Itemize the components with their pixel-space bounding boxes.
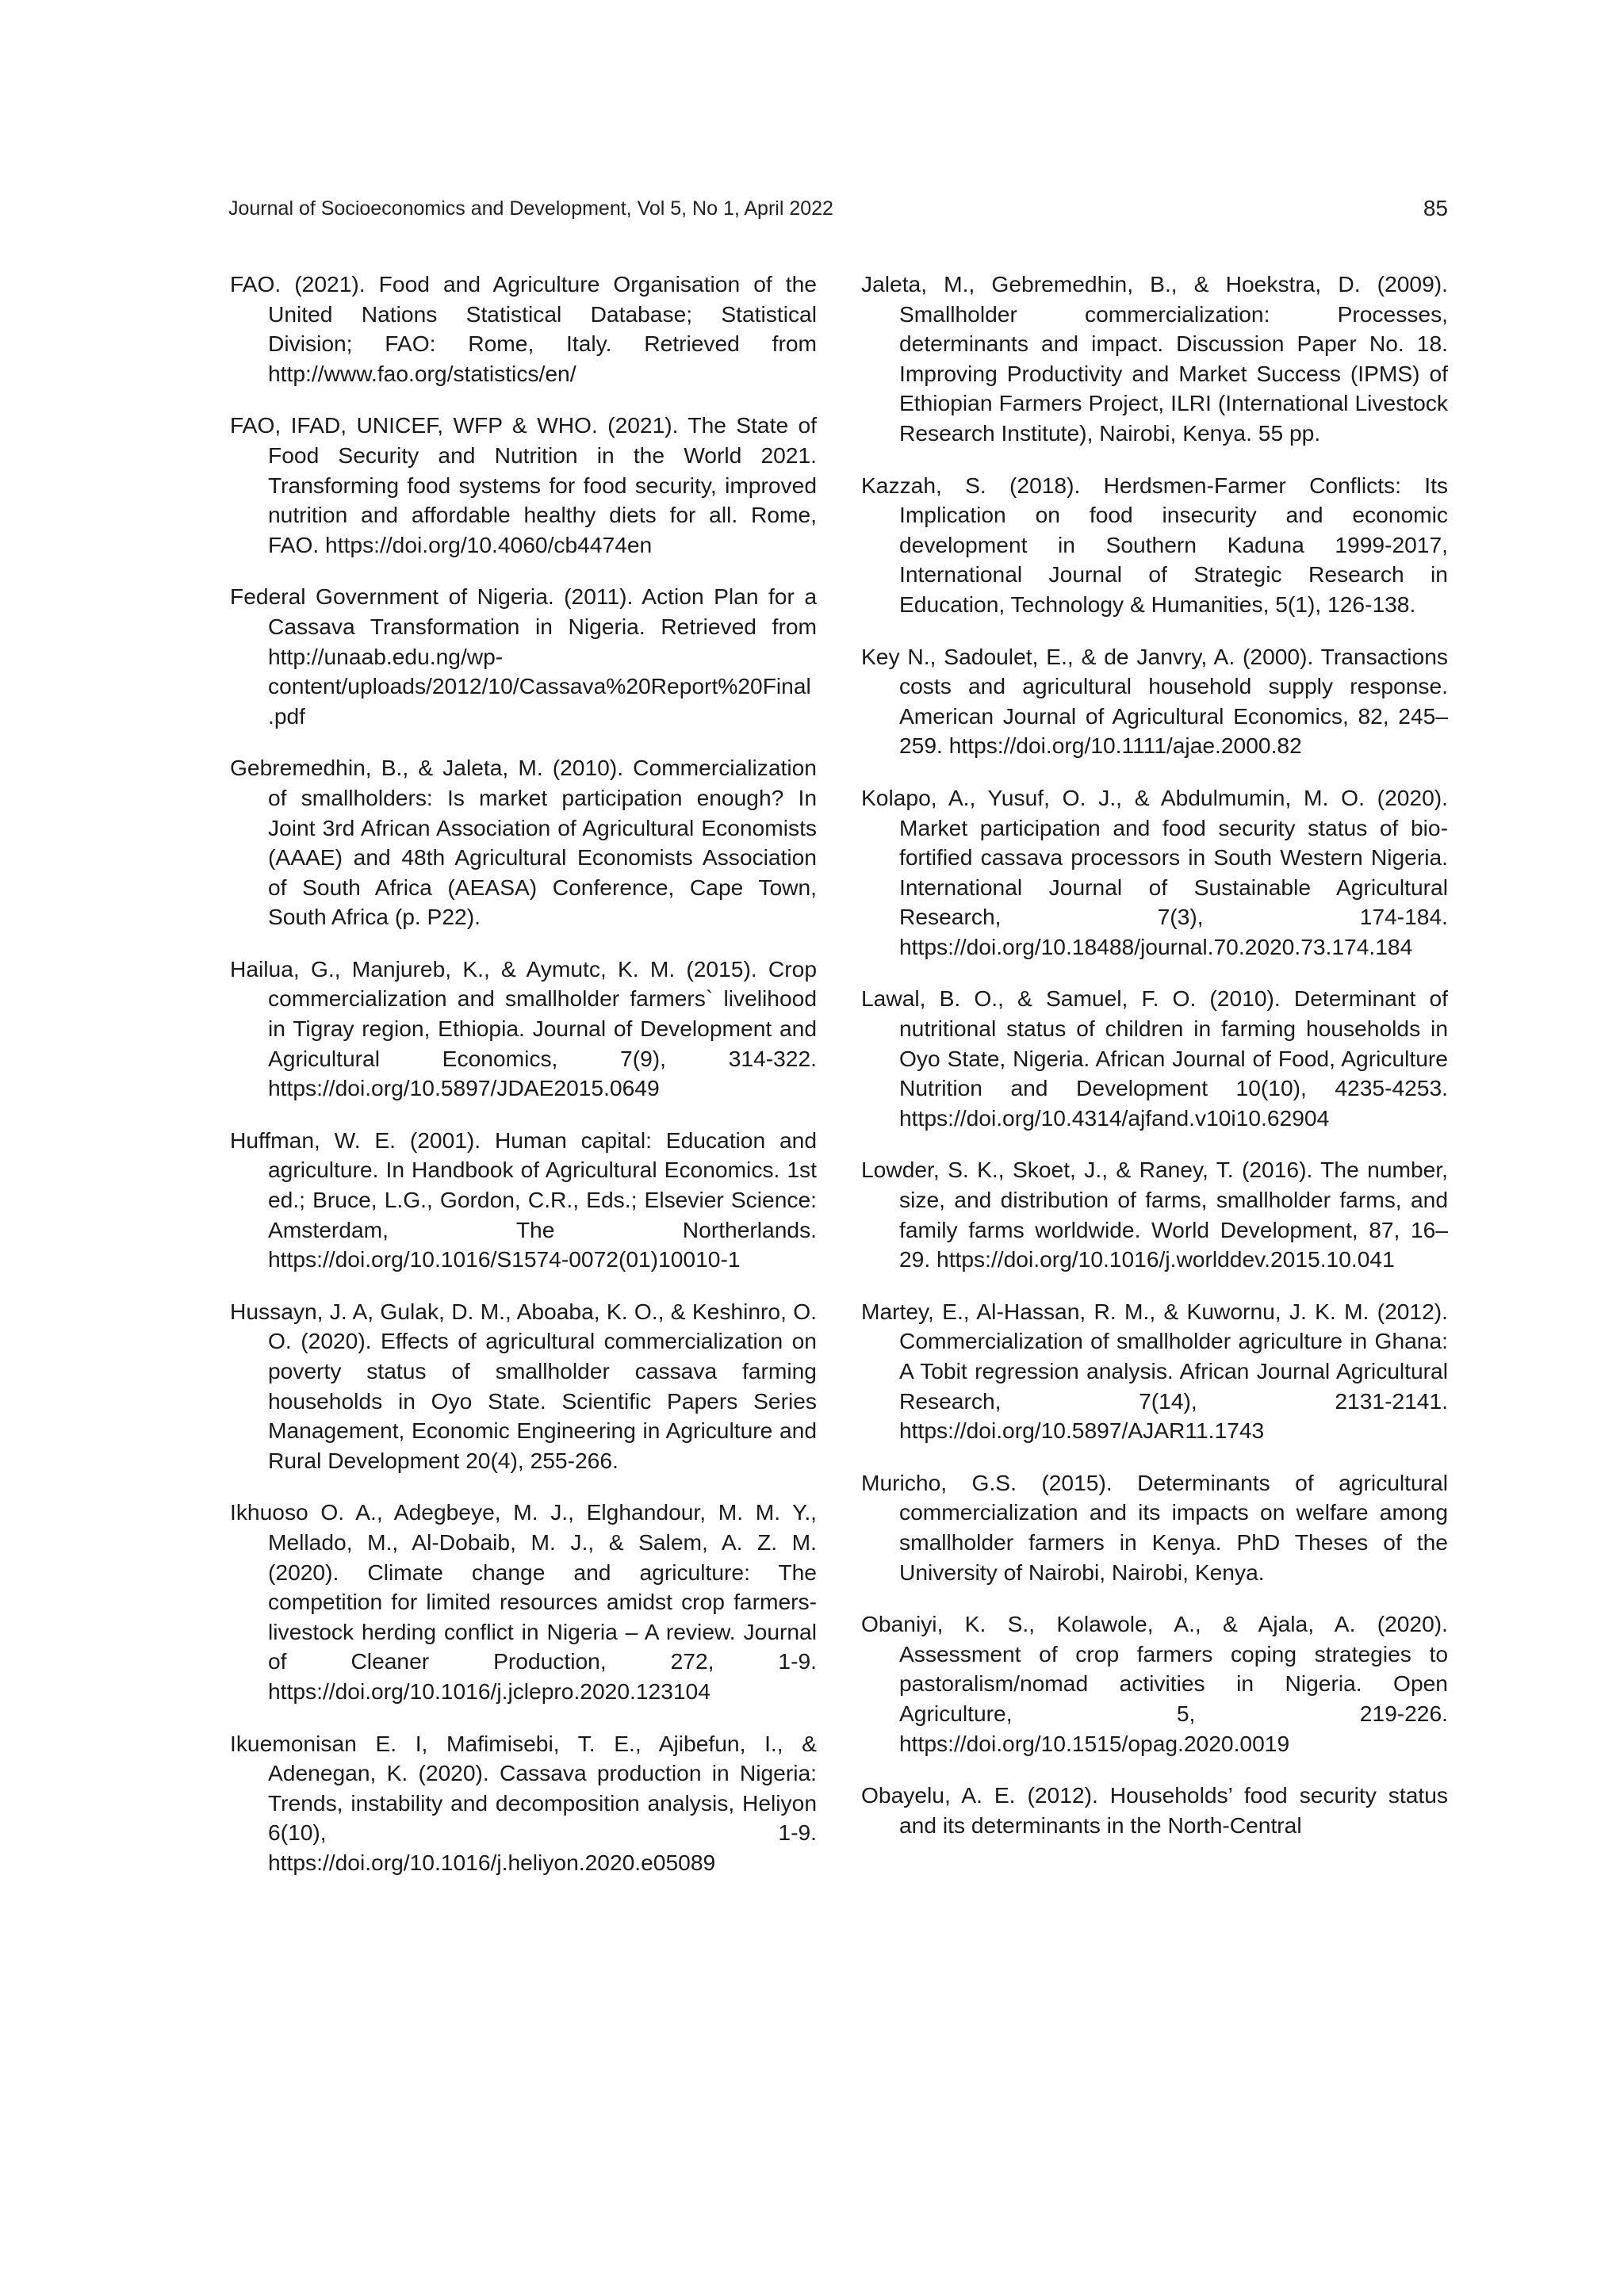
reference-entry: Hussayn, J. A, Gulak, D. M., Aboaba, K. O., & Keshinro, O. O. (2020). Effects of agricultural commercialization on poverty status of smallholder cassava farming households in Oyo State. Scientific Papers Series Management, Economic Engineering in Agriculture and Rural Development 20(4), 255-266. bbox=[230, 1298, 817, 1473]
reference-entry: Ikuemonisan E. I, Mafimisebi, T. E., Ajibefun, I., & Adenegan, K. (2020). Cassava production in Nigeria: Trends, instability and decomposition analysis, Heliyon 6(10), 1-9. https://doi.org/10.1016/j.heliyon.2020.e05089 bbox=[230, 1730, 817, 1875]
reference-entry: Martey, E., Al-Hassan, R. M., & Kuwornu, J. K. M. (2012). Commercialization of smallholder agriculture in Ghana: A Tobit regression analysis. African Journal Agricultural Research, 7(14), 2131-2141. https://doi.org/10.5897/AJAR11.1743 bbox=[861, 1298, 1448, 1444]
references-right-column bbox=[861, 270, 1448, 1862]
reference-entry: Obaniyi, K. S., Kolawole, A., & Ajala, A. (2020). Assessment of crop farmers coping strategies to pastoralism/nomad activities in Nigeria. Open Agriculture, 5, 219-226. https://doi.org/10.1515/opag.2020.0019 bbox=[861, 1611, 1448, 1756]
reference-entry: Federal Government of Nigeria. (2011). Action Plan for a Cassava Transformation in Nigeria. Retrieved from http://unaab.edu.ng/wp-content/uploads/2012/10/Cassava%20Report%20Final.pdf bbox=[230, 584, 817, 729]
reference-entry: Key N., Sadoulet, E., & de Janvry, A. (2000). Transactions costs and agricultural household supply response. American Journal of Agricultural Economics, 82, 245–259. https://doi.org/10.1111/ajae.2000.82 bbox=[861, 643, 1448, 759]
reference-entry: Kolapo, A., Yusuf, O. J., & Abdulmumin, M. O. (2020). Market participation and food security status of bio-fortified cassava processors in South Western Nigeria. International Journal of Sustainable Agricultural Research, 7(3), 174-184. https://doi.org/10.18488/journal.70.2020.73.174.184 bbox=[861, 784, 1448, 959]
page-number: 85 bbox=[1423, 196, 1448, 220]
reference-entry: Ikhuoso O. A., Adegbeye, M. J., Elghandour, M. M. Y., Mellado, M., Al-Dobaib, M. J., & Salem, A. Z. M. (2020). Climate change and agriculture: The competition for limited resources amidst crop farmers-livestock herding conflict in Nigeria – A review. Journal of Cleaner Production, 272, 1-9. https://doi.org/10.1016/j.jclepro.2020.123104 bbox=[230, 1499, 817, 1704]
reference-entry: Muricho, G.S. (2015). Determinants of agricultural commercialization and its impacts on welfare among smallholder farmers in Kenya. PhD Theses of the University of Nairobi, Nairobi, Kenya. bbox=[861, 1469, 1448, 1585]
reference-entry: FAO, IFAD, UNICEF, WFP & WHO. (2021). The State of Food Security and Nutrition in the World 2021. Transforming food systems for food security, improved nutrition and affordable healthy diets for all. Rome, FAO. https://doi.org/10.4060/cb4474en bbox=[230, 412, 817, 557]
reference-entry: Kazzah, S. (2018). Herdsmen-Farmer Conflicts: Its Implication on food insecurity and economic development in Southern Kaduna 1999-2017, International Journal of Strategic Research in Education, Technology & Humanities, 5(1), 126-138. bbox=[861, 472, 1448, 617]
reference-entry: FAO. (2021). Food and Agriculture Organisation of the United Nations Statistical Database; Statistical Division; FAO: Rome, Italy. Retrieved from http://www.fao.org/statistics/en/ bbox=[230, 271, 817, 386]
reference-entry: Huffman, W. E. (2001). Human capital: Education and agriculture. In Handbook of Agricultural Economics. 1st ed.; Bruce, L.G., Gordon, C.R., Eds.; Elsevier Science: Amsterdam, The Northerlands. https://doi.org/10.1016/S1574-0072(01)10010-1 bbox=[230, 1127, 817, 1272]
running-header bbox=[228, 193, 1448, 224]
journal-title: Journal of Socioeconomics and Development, Vol 5, No 1, April 2022 bbox=[228, 197, 833, 220]
reference-entry: Gebremedhin, B., & Jaleta, M. (2010). Commercialization of smallholders: Is market participation enough? In Joint 3rd African Association of Agricultural Economists (AAAE) and 48th Agricultural Economists Association of South Africa (AEASA) Conference, Cape Town, South Africa (p. P22). bbox=[230, 755, 817, 930]
references-left-column bbox=[230, 270, 817, 1900]
reference-entry: Hailua, G., Manjureb, K., & Aymutc, K. M. (2015). Crop commercialization and smallholder farmers` livelihood in Tigray region, Ethiopia. Journal of Development and Agricultural Economics, 7(9), 314-322. https://doi.org/10.5897/JDAE2015.0649 bbox=[230, 955, 817, 1101]
reference-entry: Lowder, S. K., Skoet, J., & Raney, T. (2016). The number, size, and distribution of farms, smallholder farms, and family farms worldwide. World Development, 87, 16–29. https://doi.org/10.1016/j.worlddev.2015.10.041 bbox=[861, 1157, 1448, 1272]
reference-entry: Lawal, B. O., & Samuel, F. O. (2010). Determinant of nutritional status of children in farming households in Oyo State, Nigeria. African Journal of Food, Agriculture Nutrition and Development 10(10), 4235-4253. https://doi.org/10.4314/ajfand.v10i10.62904 bbox=[861, 985, 1448, 1131]
reference-entry: Obayelu, A. E. (2012). Households’ food security status and its determinants in the North-Central bbox=[861, 1782, 1448, 1838]
reference-entry: Jaleta, M., Gebremedhin, B., & Hoekstra, D. (2009). Smallholder commercialization: Processes, determinants and impact. Discussion Paper No. 18. Improving Productivity and Market Success (IPMS) of Ethiopian Farmers Project, ILRI (International Livestock Research Institute), Nairobi, Kenya. 55 pp. bbox=[861, 271, 1448, 446]
